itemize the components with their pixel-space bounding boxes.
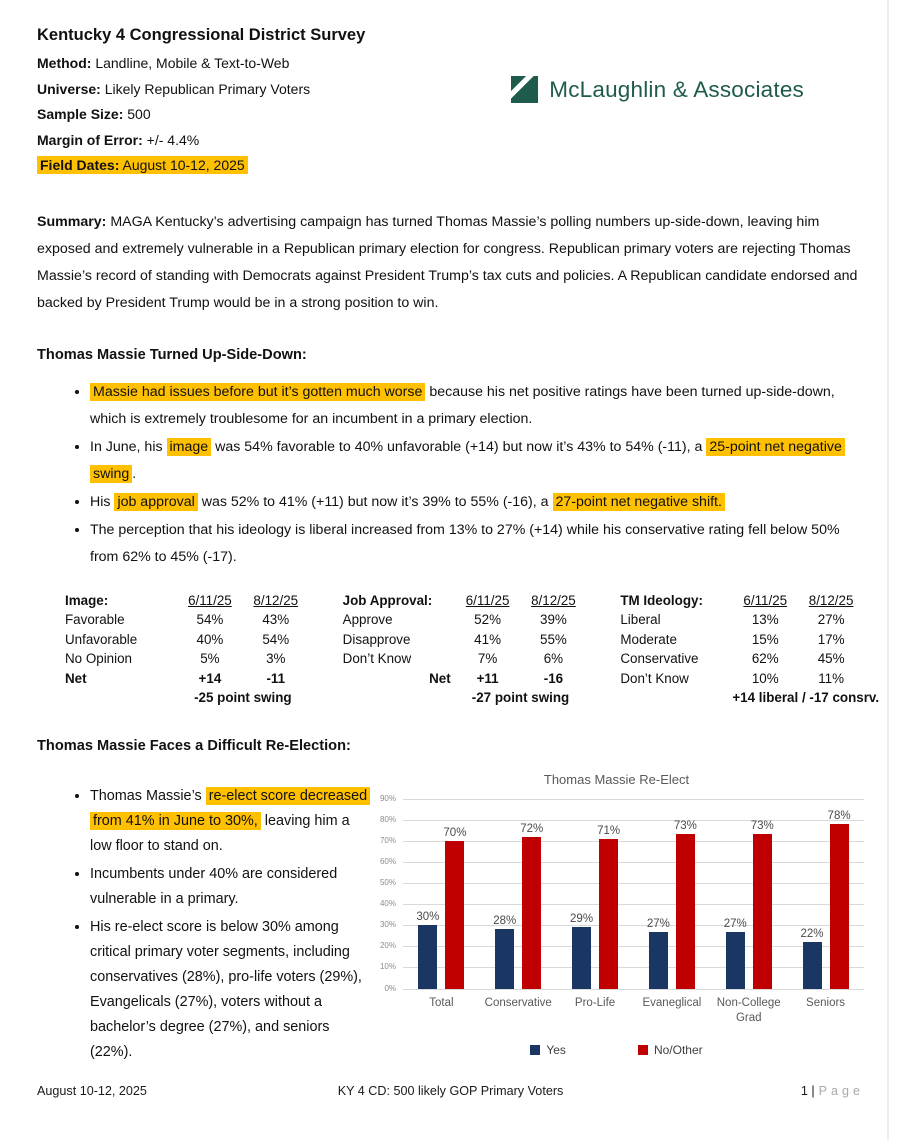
bar-wrap xyxy=(674,820,697,988)
bullet-text: . xyxy=(132,465,137,482)
table-cell: 15% xyxy=(751,631,779,647)
bar-wrap xyxy=(828,810,851,989)
y-axis-tick: 40% xyxy=(379,899,396,909)
poll-table xyxy=(620,591,880,708)
page-title: Kentucky 4 Congressional District Survey xyxy=(37,26,366,44)
bullet-item xyxy=(90,379,864,433)
bullet-item xyxy=(90,784,369,859)
poll-tables-row xyxy=(65,591,880,708)
table-cell: 13% xyxy=(751,612,779,627)
meta-line xyxy=(37,102,511,128)
table-cell: Net xyxy=(65,670,87,686)
table-cell: 8/12/25 xyxy=(253,592,299,608)
bullet-item xyxy=(90,434,864,488)
table-cell: Approve xyxy=(342,612,393,627)
table-cell xyxy=(343,688,455,708)
bar-yes xyxy=(418,925,437,988)
meta-line xyxy=(37,153,511,179)
table-row xyxy=(343,630,587,650)
table-cell: Favorable xyxy=(65,612,125,627)
meta-text: Universe: Likely Republican Primary Voters xyxy=(37,80,311,97)
table-row xyxy=(343,591,587,611)
table-cell: 41% xyxy=(474,631,501,647)
table-cell: 27% xyxy=(817,612,845,627)
mclaughlin-logo-text: McLaughlin & Associates xyxy=(549,76,804,102)
summary-paragraph xyxy=(37,209,864,317)
bar-group xyxy=(801,810,851,989)
meta-line xyxy=(37,51,511,77)
section1-bullet-list xyxy=(37,379,864,571)
bar-group xyxy=(493,823,543,989)
table-row xyxy=(65,610,309,630)
section2-heading: Thomas Massie Faces a Difficult Re-Election: xyxy=(37,737,351,754)
table-cell: Disapprove xyxy=(342,631,411,647)
table-cell: 54% xyxy=(262,631,290,647)
table-cell: -27 point swing xyxy=(471,690,570,705)
bar-wrap xyxy=(751,820,774,988)
table-cell: No Opinion xyxy=(65,651,132,666)
table-cell: 11% xyxy=(818,670,844,686)
table-cell: +14 xyxy=(198,670,222,686)
table-cell: 62% xyxy=(751,651,779,666)
table-cell: 17% xyxy=(817,631,845,647)
highlighted-text: 25-point net negative swing xyxy=(90,438,845,483)
table-cell: 6/11/25 xyxy=(743,592,788,608)
x-axis-labels xyxy=(403,996,864,1027)
bullet-item xyxy=(90,862,369,912)
bullet-item xyxy=(90,517,864,571)
bar-data-label: 70% xyxy=(443,826,467,839)
legend-item xyxy=(530,1043,566,1057)
bar-wrap xyxy=(443,827,466,989)
bar-groups xyxy=(403,799,864,989)
bar-no-other xyxy=(445,841,464,989)
table-cell: 52% xyxy=(474,612,501,627)
title-block xyxy=(37,26,511,179)
table-row xyxy=(620,591,864,611)
bar-no-other xyxy=(676,834,695,988)
table-cell: 43% xyxy=(262,612,290,627)
bar-data-label: 71% xyxy=(597,824,621,837)
meta-label: Field Dates: xyxy=(40,157,120,173)
bar-data-label: 28% xyxy=(493,915,517,928)
highlighted-text: 27-point net negative shift. xyxy=(553,493,725,511)
table-cell: +11 xyxy=(476,670,499,686)
y-axis-tick: 30% xyxy=(379,920,396,930)
y-axis-ticks xyxy=(369,793,403,993)
section1-heading: Thomas Massie Turned Up-Side-Down: xyxy=(37,346,307,363)
y-axis-tick: 70% xyxy=(379,835,396,845)
footer-date: August 10-12, 2025 xyxy=(37,1084,147,1098)
bar-wrap xyxy=(647,918,670,989)
y-axis-tick: 10% xyxy=(379,962,396,972)
summary-text: MAGA Kentucky’s advertising campaign has turned Thomas Massie’s polling numbers up-side-down, leaving him exposed and extremely vulnerable in a Republican primary election for congress. Republican primary voters are rejecting Thomas Massie’s record of standing with Democrats against President Trump’s tax cuts and policies. A Republican candidate endorsed and backed by President Trump would be in a strong position to win. xyxy=(37,213,858,311)
highlighted-text: image xyxy=(167,438,212,456)
table-cell: -25 point swing xyxy=(194,690,292,705)
footer-page-word: Page xyxy=(818,1084,865,1098)
table-cell: Net xyxy=(429,670,451,686)
bullet-text: because his net positive ratings have been turned up-side-down, which is extremely troublesome for an incumbent in a primary election. xyxy=(90,383,835,427)
footer-page-number xyxy=(588,1084,864,1098)
bar-group xyxy=(647,820,697,988)
mclaughlin-logo-icon xyxy=(511,76,538,103)
chart-legend xyxy=(369,1043,864,1057)
y-axis-tick: 20% xyxy=(379,941,396,951)
x-axis-label: Total xyxy=(429,996,454,1009)
table-row xyxy=(65,591,309,611)
table-cell: Job Approval: xyxy=(342,592,433,608)
meta-text: Sample Size: 500 xyxy=(37,106,151,122)
highlighted-text: Massie had issues before but it’s gotten much worse xyxy=(90,383,425,401)
survey-meta-list xyxy=(37,51,511,179)
table-cell: Don’t Know xyxy=(342,651,412,666)
bar-wrap xyxy=(520,823,543,989)
table-cell: 39% xyxy=(540,612,567,627)
poll-table xyxy=(65,591,309,708)
bar-wrap xyxy=(724,918,747,989)
table-cell: 45% xyxy=(817,651,845,666)
table-cell: 40% xyxy=(196,631,224,647)
table-row xyxy=(620,649,864,669)
bar-data-label: 72% xyxy=(520,822,544,835)
table-cell: 6% xyxy=(543,651,564,666)
page-edge-line xyxy=(887,0,889,1140)
bar-data-label: 73% xyxy=(673,820,697,833)
legend-item xyxy=(638,1043,703,1057)
table-row xyxy=(65,669,309,689)
table-row xyxy=(620,630,864,650)
table-row xyxy=(343,688,587,708)
page-footer xyxy=(37,1084,864,1098)
bar-group xyxy=(570,825,620,989)
table-row xyxy=(65,649,309,669)
table-cell: 8/12/25 xyxy=(531,592,576,608)
y-axis-tick: 90% xyxy=(379,793,396,803)
document-header xyxy=(37,26,864,179)
table-cell: 3% xyxy=(266,651,286,666)
meta-label: Method: xyxy=(37,55,92,71)
bar-group xyxy=(724,820,774,988)
mclaughlin-logo xyxy=(511,76,804,103)
x-axis-label: Seniors xyxy=(806,996,846,1009)
table-cell: 6/11/25 xyxy=(188,592,232,608)
legend-label: No/Other xyxy=(653,1042,703,1057)
meta-line xyxy=(37,128,511,154)
two-column-area xyxy=(37,770,864,1068)
bar-yes xyxy=(572,927,591,988)
table-cell: -16 xyxy=(543,670,564,686)
table-row xyxy=(343,649,587,669)
bar-data-label: 29% xyxy=(570,913,594,926)
bullet-item xyxy=(90,489,864,516)
bar-data-label: 30% xyxy=(416,911,440,924)
bullet-text: was 54% favorable to 40% unfavorable (+14) but now it’s 43% to 54% (-11), a xyxy=(211,438,707,455)
table-cell: Moderate xyxy=(620,631,677,647)
legend-swatch xyxy=(530,1045,540,1055)
bar-wrap xyxy=(570,913,593,988)
table-row xyxy=(65,688,309,708)
table-row xyxy=(65,630,309,650)
bar-group xyxy=(416,827,466,989)
table-cell: Unfavorable xyxy=(65,631,138,647)
table-row xyxy=(343,669,587,689)
table-cell: 54% xyxy=(196,612,224,627)
chart-area xyxy=(369,793,864,1027)
bar-wrap xyxy=(597,825,620,989)
x-axis-label: Non-College Grad xyxy=(716,996,781,1025)
x-axis-label: Pro-Life xyxy=(574,996,616,1009)
table-cell: 7% xyxy=(477,651,498,666)
table-cell: +14 liberal / -17 consrv. xyxy=(732,690,880,705)
bar-no-other xyxy=(753,834,772,988)
bullet-text: The perception that his ideology is liberal increased from 13% to 27% (+14) while his conservative rating fell below 50% from 62% to 45% (-17). xyxy=(90,521,840,565)
bar-no-other xyxy=(830,824,849,989)
meta-label: Margin of Error: xyxy=(37,131,143,148)
table-cell: 5% xyxy=(200,651,220,666)
bar-no-other xyxy=(599,839,618,989)
table-cell: Liberal xyxy=(620,612,661,627)
bullet-text: His xyxy=(90,493,115,510)
table-row xyxy=(343,610,587,630)
bar-data-label: 27% xyxy=(723,917,747,930)
table-cell: Conservative xyxy=(620,651,699,666)
meta-text: Margin of Error: +/- 4.4% xyxy=(37,131,200,148)
chart-title: Thomas Massie Re-Elect xyxy=(543,771,690,787)
summary-label: Summary: xyxy=(37,213,107,230)
table-cell: -11 xyxy=(266,670,286,686)
legend-label: Yes xyxy=(546,1042,566,1057)
footer-page-num: 1 | xyxy=(800,1084,815,1098)
bar-yes xyxy=(649,932,668,989)
plot-column xyxy=(403,799,864,1027)
bar-no-other xyxy=(522,837,541,989)
meta-line xyxy=(37,77,511,103)
legend-swatch xyxy=(638,1045,648,1055)
x-axis-label: Conservative xyxy=(484,996,552,1009)
meta-label: Universe: xyxy=(37,80,101,97)
bar-data-label: 73% xyxy=(750,820,774,833)
bullet-text: His re-elect score is below 30% among critical primary voter segments, including conservatives (28%), pro-life voters (29%), Evangelicals (27%), voters without a bachelor’s degree (27%), and seniors (22%). xyxy=(90,918,362,1060)
table-cell: 6/11/25 xyxy=(465,592,510,608)
footer-center-text: KY 4 CD: 500 likely GOP Primary Voters xyxy=(337,1084,564,1098)
bar-yes xyxy=(803,942,822,988)
bar-wrap xyxy=(801,928,824,988)
bullet-text: In June, his xyxy=(90,438,167,455)
poll-table xyxy=(343,591,587,708)
bar-yes xyxy=(495,929,514,988)
bullet-text: Thomas Massie’s xyxy=(90,787,206,804)
y-axis-tick: 60% xyxy=(379,856,396,866)
bar-wrap xyxy=(416,911,439,988)
y-axis-tick: 0% xyxy=(384,983,396,993)
table-cell xyxy=(65,688,177,708)
highlighted-text: re-elect score decreased from 41% in June to 30%, xyxy=(90,787,370,830)
table-cell: 8/12/25 xyxy=(808,592,854,608)
table-cell: Image: xyxy=(65,592,109,608)
bar-data-label: 27% xyxy=(646,917,670,930)
bullet-text: Incumbents under 40% are considered vulnerable in a primary. xyxy=(90,865,338,907)
bar-data-label: 22% xyxy=(800,928,824,941)
table-cell xyxy=(620,688,732,708)
bullet-item xyxy=(90,915,369,1065)
highlighted-text: Field Dates: August 10-12, 2025 xyxy=(37,156,248,174)
highlighted-text: job approval xyxy=(114,493,197,511)
section2-bullet-list xyxy=(37,784,369,1068)
chart-gridline xyxy=(403,989,864,990)
table-cell: TM Ideology: xyxy=(620,592,703,608)
meta-text: Method: Landline, Mobile & Text-to-Web xyxy=(37,55,290,71)
table-cell: 55% xyxy=(540,631,567,647)
table-row xyxy=(620,610,864,630)
table-row xyxy=(620,669,864,689)
bar-wrap xyxy=(493,915,516,988)
table-cell: 10% xyxy=(751,670,779,686)
meta-label: Sample Size: xyxy=(37,106,124,122)
bar-data-label: 78% xyxy=(827,809,851,822)
y-axis-tick: 80% xyxy=(379,814,396,824)
table-row xyxy=(620,688,864,708)
bullet-text: leaving him a low floor to stand on. xyxy=(90,812,350,854)
table-cell: Don’t Know xyxy=(620,670,689,686)
plot-area xyxy=(403,799,864,989)
bullet-text: was 52% to 41% (+11) but now it’s 39% to 55% (-16), a xyxy=(197,493,553,510)
bar-yes xyxy=(726,932,745,989)
re-elect-bar-chart xyxy=(369,770,864,1068)
y-axis-tick: 50% xyxy=(379,877,396,887)
x-axis-label: Evaneglical xyxy=(642,996,702,1009)
